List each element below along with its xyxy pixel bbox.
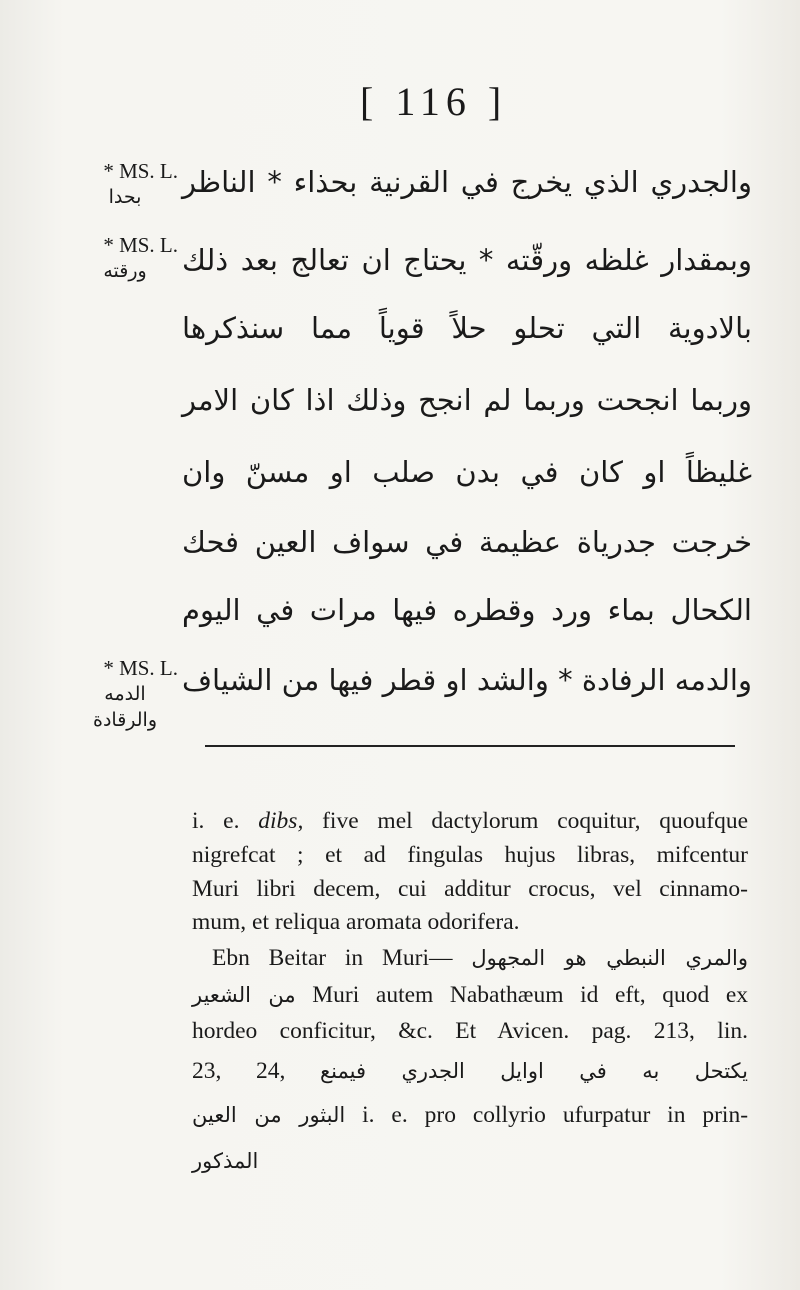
arabic-line-4: وربما انجحت وربما لم انجح وذلك اذا كان الامر: [182, 383, 752, 417]
commentary-text: five mel dactylorum coquitur, quoufque: [322, 808, 749, 834]
dibs-term: dibs,: [258, 808, 304, 834]
arabic-line-6: خرجت جدرياة عظيمة في سواف العين فحك: [182, 525, 752, 559]
arabic-quote: والمري النبطي هو المجهول: [471, 946, 749, 970]
arabic-line-3: بالادوية التي تحلو حلاً قوياً مما سنذكرها: [182, 311, 752, 345]
arabic-quote: يكتحل به في اوايل الجدري فيمنع: [320, 1059, 748, 1083]
margin-note-3: [72, 655, 178, 733]
arabic-line-5: غليظاً او كان في بدن صلب او مسنّ وان: [182, 455, 752, 489]
commentary-text: i. e. pro collyrio ufurpatur in prin-: [362, 1102, 749, 1128]
commentary-line-5: [212, 943, 748, 973]
arabic-line-7: الكحال بماء ورد وقطره فيها مرات في اليوم: [182, 593, 752, 627]
margin-note-arabic: ورقته: [103, 260, 147, 282]
commentary-line-10: [192, 1146, 748, 1176]
margin-note-1: [72, 158, 178, 210]
commentary-line-2: nigrefcat ; et ad fingulas hujus libras, mifcentur: [192, 842, 748, 868]
ie-abbrev: i. e.: [192, 808, 240, 834]
arabic-quote: البثور من العين: [192, 1103, 346, 1127]
arabic-line-1: والجدري الذي يخرج في القرنية بحذاء * الناظر: [182, 165, 752, 199]
margin-note-ref: * MS. L.: [103, 159, 178, 183]
commentary-text: Muri autem Nabathæum id eft, quod ex: [312, 982, 749, 1008]
arabic-line-8: والدمه الرفادة * والشد او قطر فيها من الشياف: [182, 663, 752, 697]
commentary-line-4: mum, et reliqua aromata odorifera.: [192, 909, 520, 935]
commentary-line-6: [192, 980, 748, 1010]
arabic-line-2: وبمقدار غلظه ورقّته * يحتاج ان تعالج بعد ذلك: [182, 243, 752, 277]
margin-note-2: [72, 232, 178, 284]
separator-rule: [205, 745, 735, 747]
commentary-line-3: Muri libri decem, cui additur crocus, vel cinnamo-: [192, 876, 748, 902]
margin-note-ref: * MS. L.: [103, 656, 178, 680]
arabic-quote: من الشعير: [192, 983, 296, 1007]
commentary-line-9: [192, 1100, 748, 1130]
commentary-line-7: hordeo conficitur, &c. Et Avicen. pag. 213, lin.: [192, 1018, 748, 1044]
commentary-line-8: [192, 1056, 748, 1086]
commentary-text: Ebn Beitar in Muri—: [212, 945, 453, 971]
margin-note-ref: * MS. L.: [103, 233, 178, 257]
margin-note-arabic: بحدا: [108, 186, 142, 208]
arabic-quote: المذكور: [192, 1149, 259, 1173]
page-number: [ 116 ]: [360, 79, 508, 124]
commentary-line-1: [192, 806, 748, 836]
margin-note-arabic: الدمه: [104, 683, 146, 705]
margin-note-arabic-2: والرقادة: [92, 709, 157, 731]
commentary-text: 23, 24,: [192, 1058, 286, 1084]
